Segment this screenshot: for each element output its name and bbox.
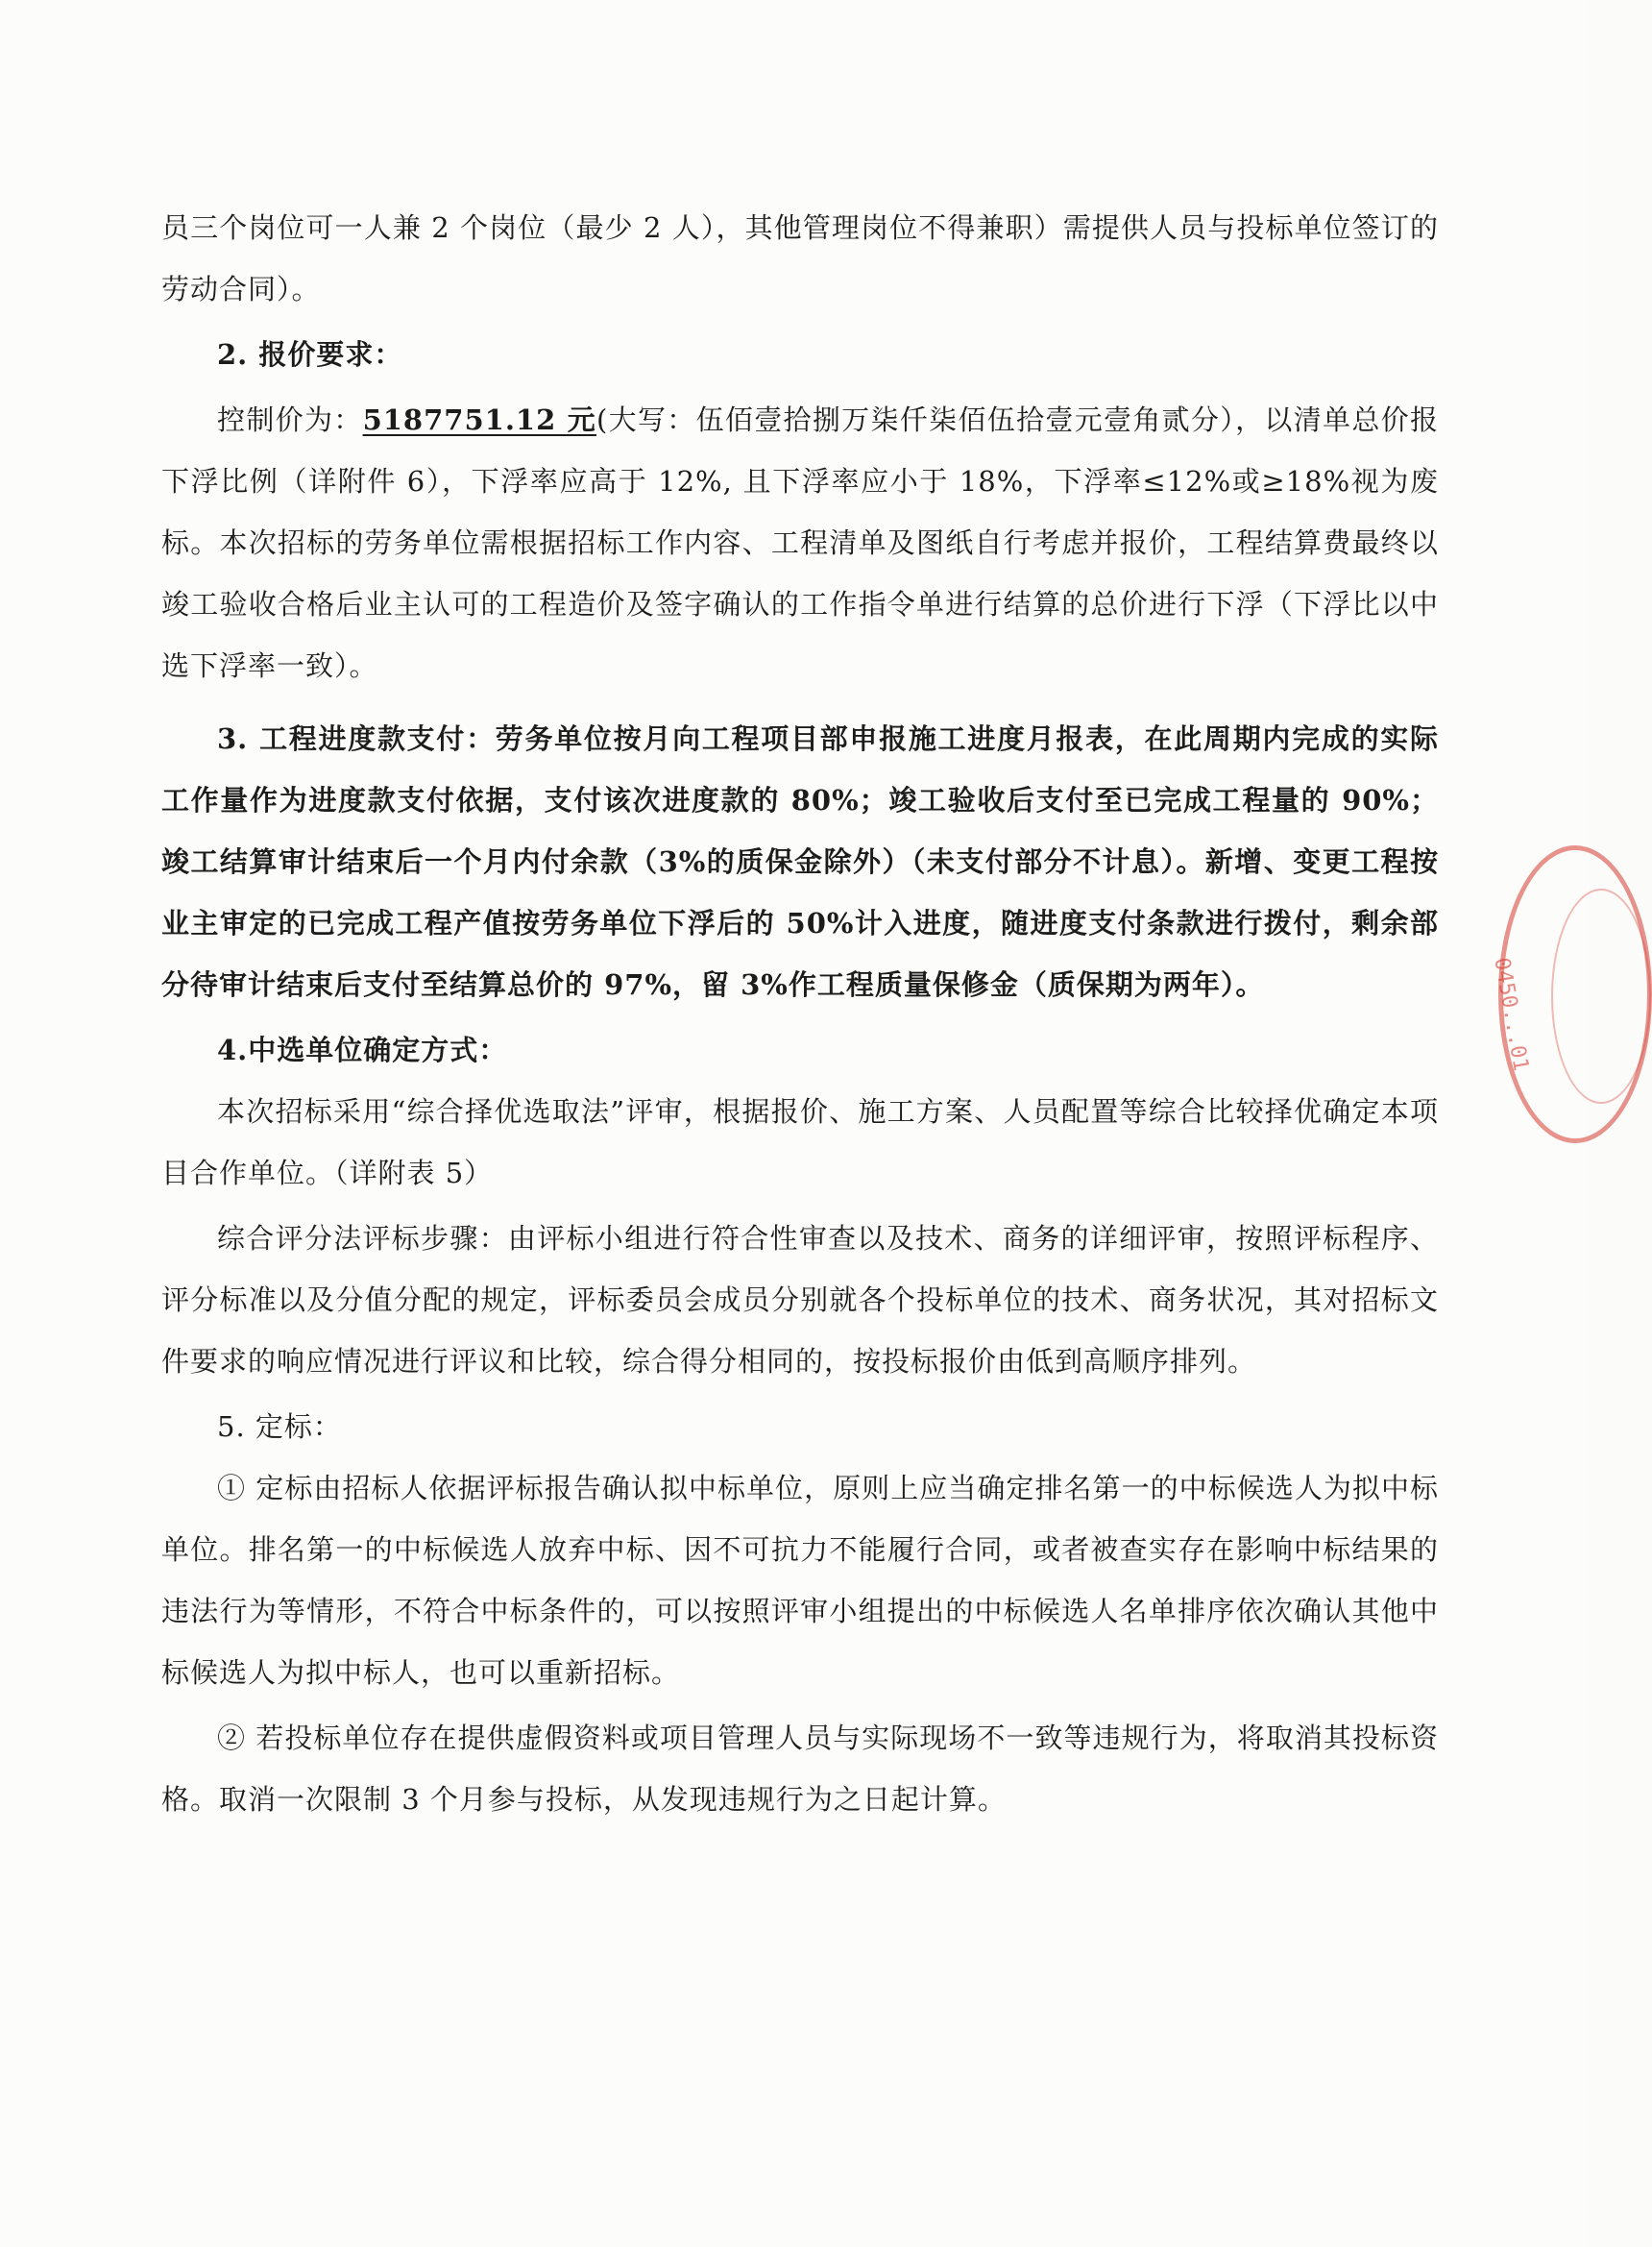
heading-quotation: 2. 报价要求： [217, 338, 403, 371]
price-details: (大写：伍佰壹拾捌万柒仟柒佰伍拾壹元壹角贰分），以清单总价报下浮比例（详附件 6），下浮率应高于 12%, 且下浮率应小于 18%，下浮率≤12%或≥18%视为废标。本次招标的劳务单位需根据招标工作内容、工程清单及图纸自行考虑并报价，工程结算费最终以竣工验收合格后业主认可的工程造价及签字确认的工作指令单进行结算的总价进行下浮（下浮比以中选下浮率一致）。 [161, 403, 1439, 682]
paragraph-award-rule-2: ② 若投标单位存在提供虚假资料或项目管理人员与实际现场不一致等违规行为，将取消其投标资格。取消一次限制 3 个月参与投标，从发现违规行为之日起计算。 [161, 1722, 1439, 1816]
paragraph-progress-payment: 3. 工程进度款支付：劳务单位按月向工程项目部申报施工进度月报表，在此周期内完成的实际工作量作为进度款支付依据，支付该次进度款的 80%；竣工验收后支付至已完成工程量的 90%；竣工结算审计结束后一个月内付余款（3%的质保金除外）（未支付部分不计息）。新增、变更工程按业主审定的已完成工程产值按劳务单位下浮后的 50%计入进度，随进度支付条款进行拨付，剩余部分待审计结束后支付至结算总价的 97%，留 3%作工程质量保修金（质保期为两年）。 [161, 722, 1439, 1001]
paragraph-quotation [161, 389, 1439, 696]
heading-selection-method: 4.中选单位确定方式： [217, 1034, 508, 1066]
paragraph-selection-method: 本次招标采用“综合择优选取法”评审，根据报价、施工方案、人员配置等综合比较择优确定本项目合作单位。（详附表 5） [161, 1095, 1439, 1189]
price-label: 控制价为： [217, 403, 363, 436]
paragraph-scoring-steps: 综合评分法评标步骤：由评标小组进行符合性审查以及技术、商务的详细评审，按照评标程序、评分标准以及分值分配的规定，评标委员会成员分别就各个投标单位的技术、商务状况，其对招标文件要求的响应情况进行评议和比较，综合得分相同的，按投标报价由低到高顺序排列。 [161, 1222, 1439, 1378]
seal-number: 0450...01 [1489, 956, 1533, 1073]
official-seal-stamp [1489, 845, 1652, 1143]
paragraph-award-rule-1: ① 定标由招标人依据评标报告确认拟中标单位，原则上应当确定排名第一的中标候选人为拟中标单位。排名第一的中标候选人放弃中标、因不可抗力不能履行合同，或者被查实存在影响中标结果的违法行为等情形，不符合中标条件的，可以按照评审小组提出的中标候选人名单排序依次确认其他中标候选人为拟中标人，也可以重新招标。 [161, 1472, 1439, 1689]
heading-award: 5. 定标： [217, 1410, 342, 1443]
control-price: 5187751.12 元 [362, 403, 597, 436]
seal-inner-ring [1551, 889, 1651, 1104]
document-body [161, 197, 1439, 1830]
paragraph-staffing: 员三个岗位可一人兼 2 个岗位（最少 2 人），其他管理岗位不得兼职）需提供人员与投标单位签订的劳动合同）。 [161, 211, 1439, 305]
